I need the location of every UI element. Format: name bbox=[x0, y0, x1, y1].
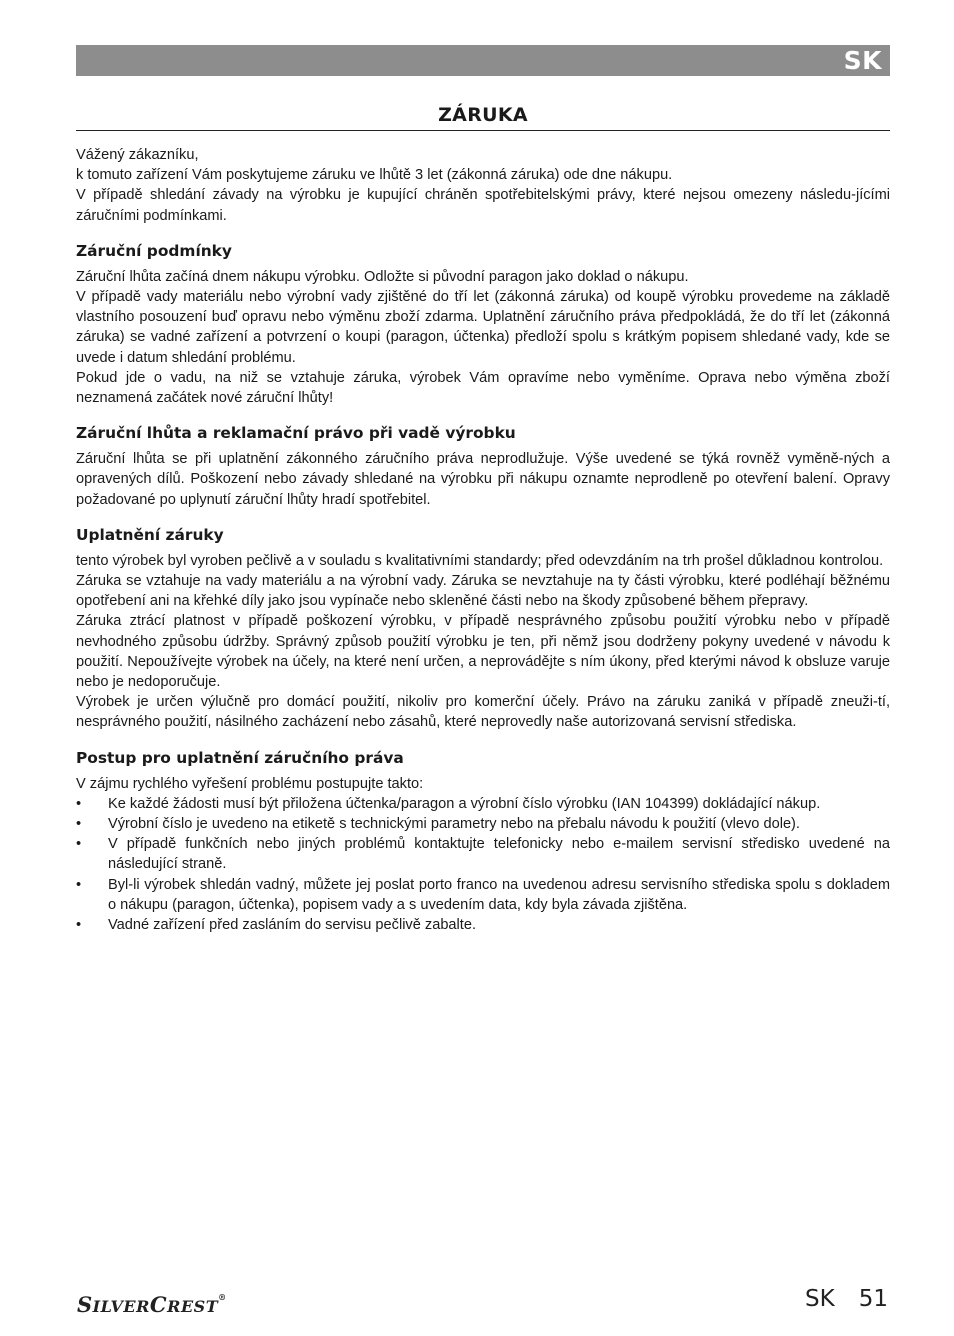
page-footer bbox=[805, 1286, 888, 1312]
section-heading-conditions: Záruční podmínky bbox=[76, 241, 232, 260]
list-item bbox=[76, 834, 890, 874]
list-item-text: Byl-li výrobek shledán vadný, můžete jej poslat porto franco na uvedenou adresu servisního střediska spolu s dokladem o nákupu (paragon, účtenka), popisem vady a s uvedením data, kdy byla závada zjištěna. bbox=[108, 876, 890, 913]
intro-greeting: Vážený zákazníku, bbox=[76, 147, 199, 163]
list-item-text: Výrobní číslo je uvedeno na etiketě s technickými parametry nebo na přebalu návodu k použití (vlevo dole). bbox=[108, 816, 800, 833]
language-badge: SK bbox=[843, 46, 882, 75]
section-paragraph: Záruční lhůta začíná dnem nákupu výrobku. Odložte si původní paragon jako doklad o nákupu. bbox=[76, 268, 689, 285]
intro-paragraph: k tomuto zařízení Vám poskytujeme záruku ve lhůtě 3 let (zákonná záruka) ode dne nákupu. bbox=[76, 167, 673, 184]
header-bar bbox=[76, 45, 890, 76]
list-item bbox=[76, 814, 890, 834]
section-paragraph: Výrobek je určen výlučně pro domácí použití, nikoliv pro komerční účely. Právo na záruku zaniká v případě zneuži-tí, nesprávného použití, násilného zacházení nebo zásahů, které neprovedly naše autorizovaná servisní střediska. bbox=[76, 694, 890, 731]
bullet-icon: • bbox=[76, 816, 82, 833]
silvercrest-logo: SILVERCREST® bbox=[77, 1292, 227, 1317]
document-body bbox=[76, 102, 890, 935]
section-paragraph: Záruka se vztahuje na vady materiálu a na výrobní vady. Záruka se nevztahuje na ty části výrobku, které podléhají běžnému opotřebení ani na křehké díly jako jsou vypínače nebo skleněné části nebo na škody způsobené během přepravy. bbox=[76, 573, 890, 610]
list-item bbox=[76, 875, 890, 915]
list-item bbox=[76, 794, 890, 814]
list-item-text: V případě funkčních nebo jiných problémů kontaktujte telefonicky nebo e-mailem servisní středisko uvedené na následující straně. bbox=[108, 836, 890, 873]
bullet-icon: • bbox=[76, 876, 82, 893]
list-item bbox=[76, 915, 890, 935]
procedure-list bbox=[76, 794, 890, 935]
section-paragraph: tento výrobek byl vyroben pečlivě a v souladu s kvalitativními standardy; před odevzdáním na trh prošel důkladnou kontrolou. bbox=[76, 552, 884, 569]
intro-paragraph: V případě shledání závady na výrobku je kupující chráněn spotřebitelskými právy, které nejsou omezeny následu-jícími záručními podmínkami. bbox=[76, 187, 890, 224]
section-paragraph: Záruční lhůta se při uplatnění zákonného záručního práva neprodlužuje. Výše uvedené se týká rovněž vyměně-ných a opravených dílů. Poškození nebo závady shledané na výrobku při nákupu oznamte neprodleně po otevření balení. Opravy požadované po uplynutí záruční lhůty hradí spotřebitel. bbox=[76, 451, 890, 508]
intro bbox=[76, 145, 890, 226]
page-number: 51 bbox=[858, 1286, 888, 1312]
section-paragraph: Pokud jde o vadu, na niž se vztahuje záruka, výrobek Vám opravíme nebo vyměníme. Oprava nebo výměna zboží neznamená začátek nové záruční lhůty! bbox=[76, 369, 890, 407]
section-paragraph: Záruka ztrácí platnost v případě poškození výrobku, v případě nesprávného způsobu použití výrobku nebo v případě nevhodného způsobu údržby. Správný způsob použití výrobku je ten, při němž jsou dodrženy pokyny uvedené v návodu k použití. Nepoužívejte výrobek na účely, na které není určen, a neprovádějte s ním úkony, před kterými návod k obsluze varuje nebo je nedoporučuje. bbox=[76, 613, 890, 691]
page-title: ZÁRUKA bbox=[76, 102, 890, 131]
footer-language: SK bbox=[805, 1286, 835, 1312]
section-paragraph: V případě vady materiálu nebo výrobní vady zjištěné do tří let (zákonná záruka) od koupě výrobku provedeme na základě vlastního posouzení buď opravu nebo výměnu zboží zdarma. Uplatnění záručního práva předpokládá, že do tří let (zákonná záruka) se vadné zařízení a potvrzení o koupi (paragon, účtenka) předloží spolu s krátkým popisem shledané vady, kde se uvede i datum shledání problému. bbox=[76, 289, 890, 366]
section-heading-procedure: Postup pro uplatnění záručního práva bbox=[76, 748, 404, 767]
bullet-icon: • bbox=[76, 917, 82, 934]
bullet-icon: • bbox=[76, 795, 82, 812]
section-heading-period: Záruční lhůta a reklamační právo při vadě výrobku bbox=[76, 424, 516, 443]
list-item-text: Vadné zařízení před zasláním do servisu pečlivě zabalte. bbox=[108, 917, 477, 934]
bullet-icon: • bbox=[76, 836, 82, 853]
list-item-text: Ke každé žádosti musí být přiložena účtenka/paragon a výrobní číslo výrobku (IAN 104399) dokládající nákup. bbox=[108, 795, 821, 812]
section-paragraph: V zájmu rychlého vyřešení problému postupujte takto: bbox=[76, 775, 424, 792]
section-heading-claim: Uplatnění záruky bbox=[76, 525, 224, 544]
